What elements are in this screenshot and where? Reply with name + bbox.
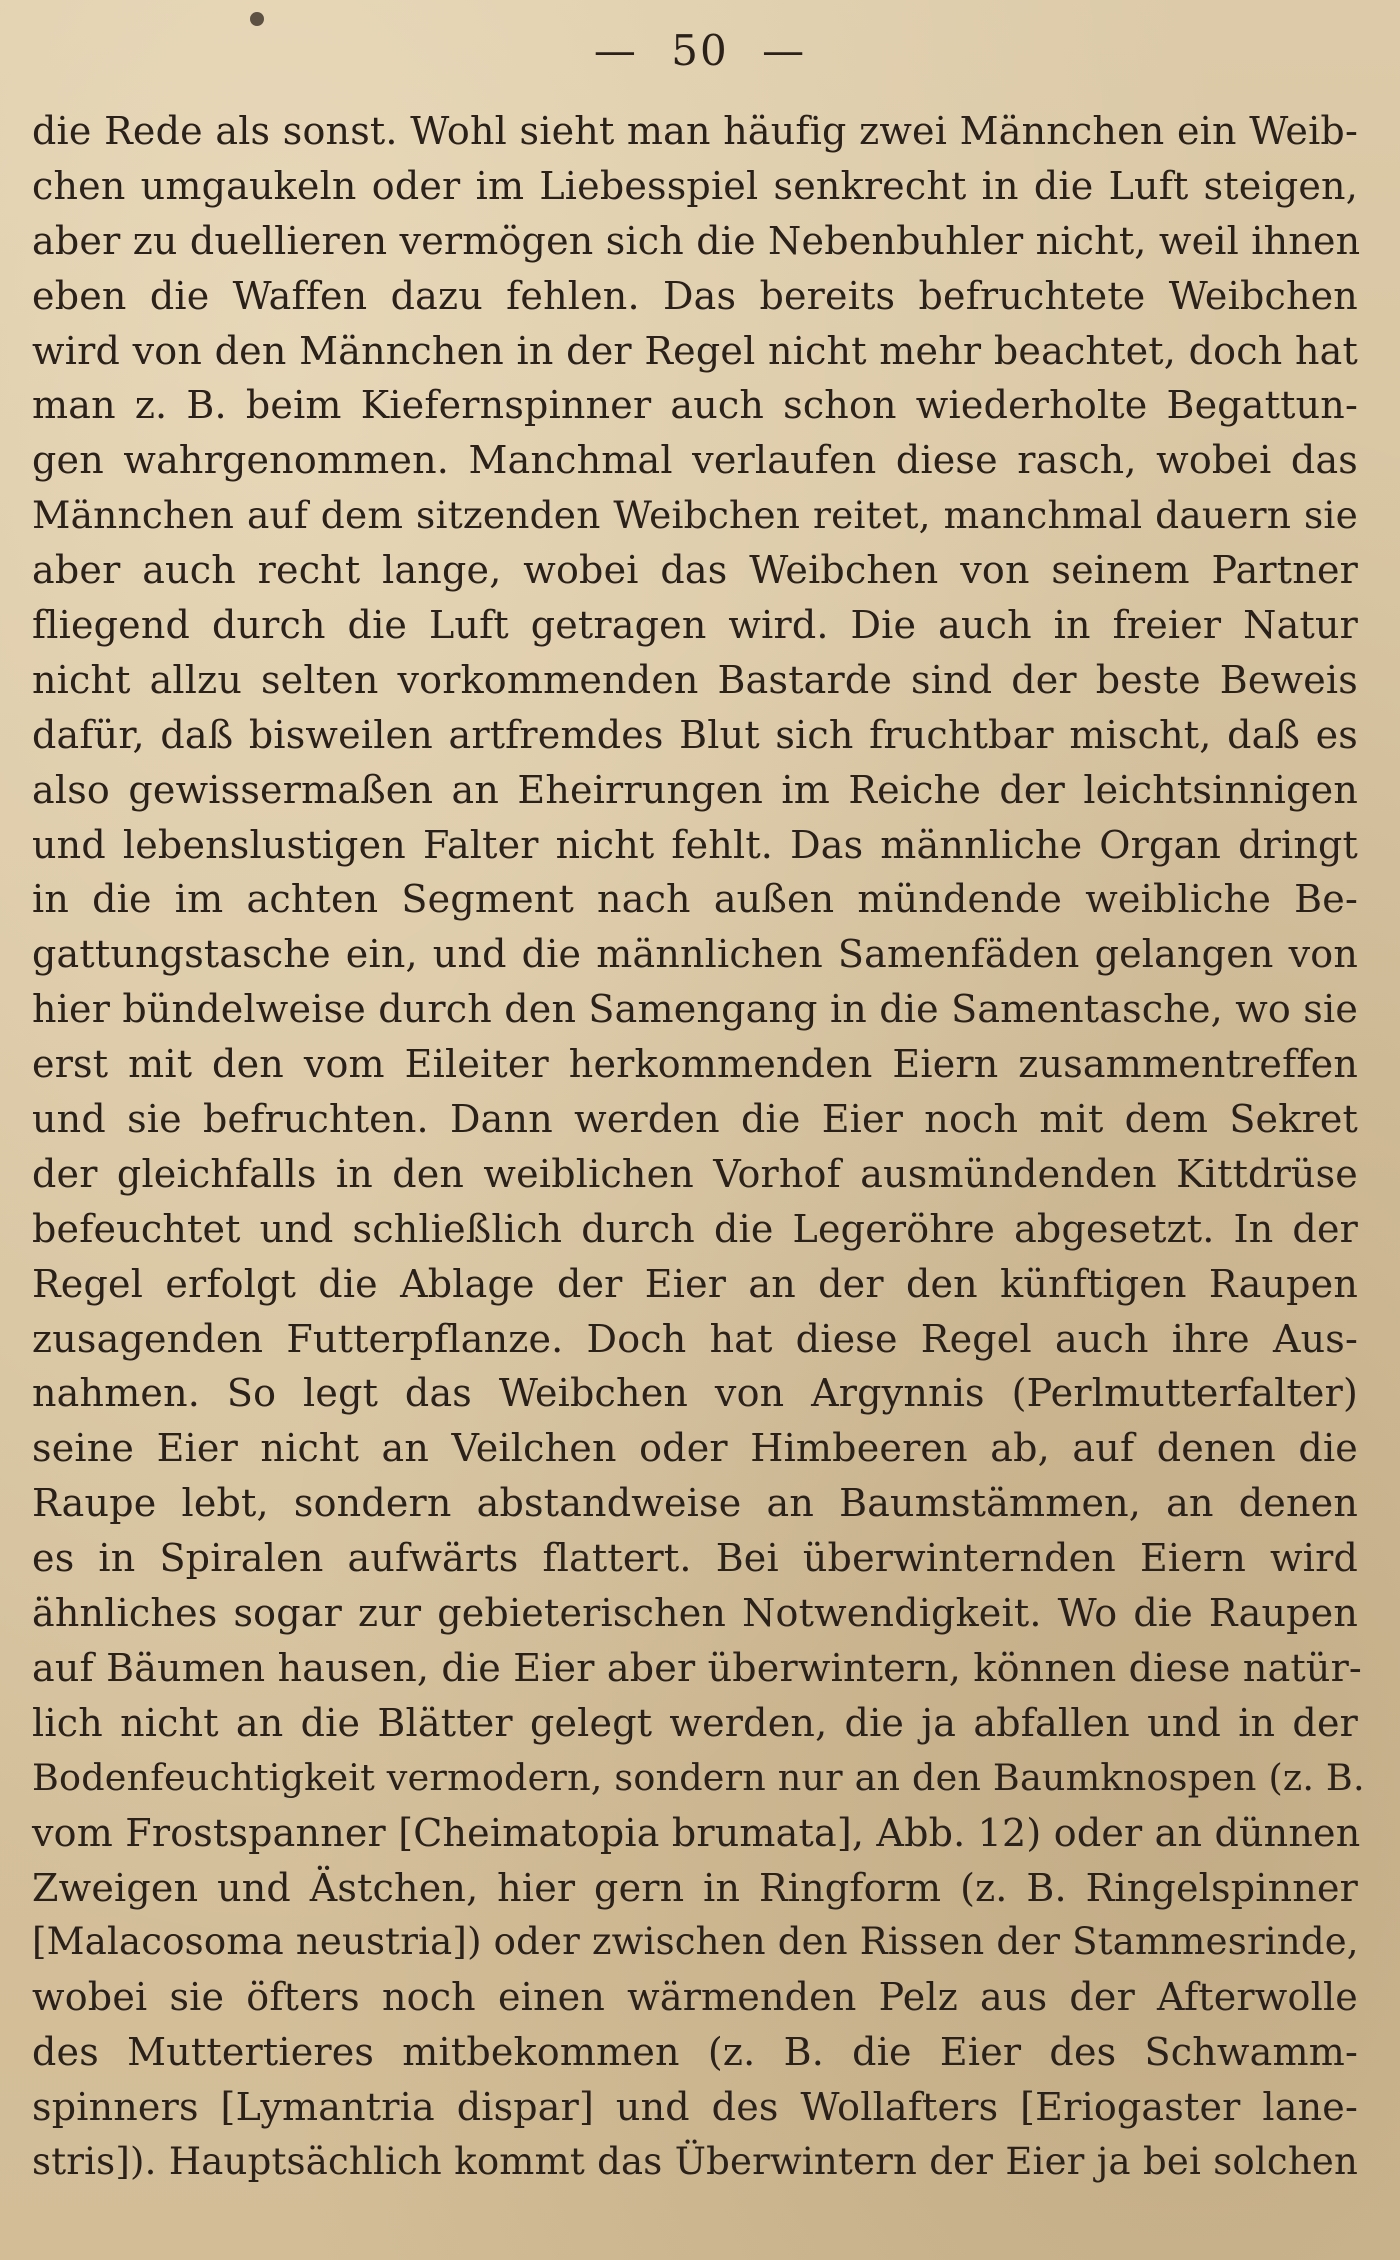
text-line: spinners [Lymantria dispar] und des Wollafters [Eriogaster lane- bbox=[32, 2085, 1358, 2130]
text-line: man z. B. beim Kiefernspinner auch schon wiederholte Begattun- bbox=[32, 383, 1358, 428]
text-line: chen umgaukeln oder im Liebesspiel senkrecht in die Luft steigen, bbox=[32, 163, 1358, 208]
text-line: eben die Waffen dazu fehlen. Das bereits befruchtete Weibchen bbox=[32, 273, 1358, 318]
text-line: zusagenden Futterpflanze. Doch hat diese Regel auch ihre Aus- bbox=[32, 1316, 1358, 1361]
text-line: Regel erfolgt die Ablage der Eier an der den künftigen Raupen bbox=[32, 1261, 1358, 1306]
text-line: aber auch recht lange, wobei das Weibchen von seinem Partner bbox=[32, 548, 1358, 593]
text-line: auf Bäumen hausen, die Eier aber überwintern, können diese natür- bbox=[32, 1645, 1362, 1690]
text-line: Raupe lebt, sondern abstandweise an Baumstämmen, an denen bbox=[32, 1481, 1358, 1526]
text-line: die Rede als sonst. Wohl sieht man häufig zwei Männchen ein Weib- bbox=[32, 109, 1358, 153]
text-line: fliegend durch die Luft getragen wird. Die auch in freier Natur bbox=[32, 603, 1358, 648]
text-line: es in Spiralen aufwärts flattert. Bei überwinternden Eiern wird bbox=[32, 1536, 1358, 1581]
header-dash-left: — bbox=[593, 26, 638, 75]
text-line: Männchen auf dem sitzenden Weibchen reitet, manchmal dauern sie bbox=[32, 493, 1358, 538]
text-line: nahmen. So legt das Weibchen von Argynnis (Perlmutterfalter) bbox=[32, 1371, 1358, 1416]
ink-speck bbox=[250, 12, 264, 26]
text-line: hier bündelweise durch den Samengang in die Samentasche, wo sie bbox=[32, 987, 1359, 1032]
body-text bbox=[32, 104, 1365, 2190]
text-line: Zweigen und Ästchen, hier gern in Ringform (z. B. Ringelspinner bbox=[32, 1865, 1358, 1910]
text-line: aber zu duellieren vermögen sich die Nebenbuhler nicht, weil ihnen bbox=[32, 218, 1361, 263]
header-dash-right: — bbox=[762, 26, 807, 75]
text-line: der gleichfalls in den weiblichen Vorhof ausmündenden Kittdrüse bbox=[32, 1151, 1358, 1196]
text-line: lich nicht an die Blätter gelegt werden, die ja abfallen und in der bbox=[32, 1700, 1358, 1745]
text-line: und sie befruchten. Dann werden die Eier noch mit dem Sekret bbox=[32, 1097, 1358, 1142]
text-line: erst mit den vom Eileiter herkommenden Eiern zusammentreffen bbox=[32, 1042, 1358, 1087]
page-number: 50 bbox=[671, 26, 729, 75]
text-line: Bodenfeuchtigkeit vermodern, sondern nur an den Baumknospen (z. B. bbox=[32, 1755, 1365, 1799]
page-header bbox=[0, 26, 1400, 76]
text-line: in die im achten Segment nach außen mündende weibliche Be- bbox=[32, 877, 1358, 922]
text-line: stris]). Hauptsächlich kommt das Überwintern der Eier ja bei solchen bbox=[32, 2139, 1358, 2183]
text-line: seine Eier nicht an Veilchen oder Himbeeren ab, auf denen die bbox=[32, 1426, 1358, 1471]
text-line: gattungstasche ein, und die männlichen Samenfäden gelangen von bbox=[32, 932, 1358, 977]
text-line: befeuchtet und schließlich durch die Legeröhre abgesetzt. In der bbox=[32, 1206, 1358, 1251]
text-line: wird von den Männchen in der Regel nicht mehr beachtet, doch hat bbox=[32, 328, 1358, 373]
text-line: und lebenslustigen Falter nicht fehlt. Das männliche Organ dringt bbox=[32, 822, 1358, 867]
text-line: dafür, daß bisweilen artfremdes Blut sich fruchtbar mischt, daß es bbox=[32, 712, 1358, 757]
text-line: gen wahrgenommen. Manchmal verlaufen diese rasch, wobei das bbox=[32, 438, 1358, 483]
text-line: des Muttertieres mitbekommen (z. B. die Eier des Schwamm- bbox=[32, 2030, 1358, 2075]
text-line: vom Frostspanner [Cheimatopia brumata], Abb. 12) oder an dünnen bbox=[32, 1810, 1361, 1855]
text-line: nicht allzu selten vorkommenden Bastarde sind der beste Beweis bbox=[32, 657, 1358, 702]
text-line: ähnliches sogar zur gebieterischen Notwendigkeit. Wo die Raupen bbox=[32, 1591, 1358, 1636]
text-line: [Malacosoma neustria]) oder zwischen den Rissen der Stammesrinde, bbox=[32, 1920, 1359, 1964]
text-line: also gewissermaßen an Eheirrungen im Reiche der leichtsinnigen bbox=[32, 767, 1358, 812]
text-line: wobei sie öfters noch einen wärmenden Pelz aus der Afterwolle bbox=[32, 1975, 1358, 2020]
